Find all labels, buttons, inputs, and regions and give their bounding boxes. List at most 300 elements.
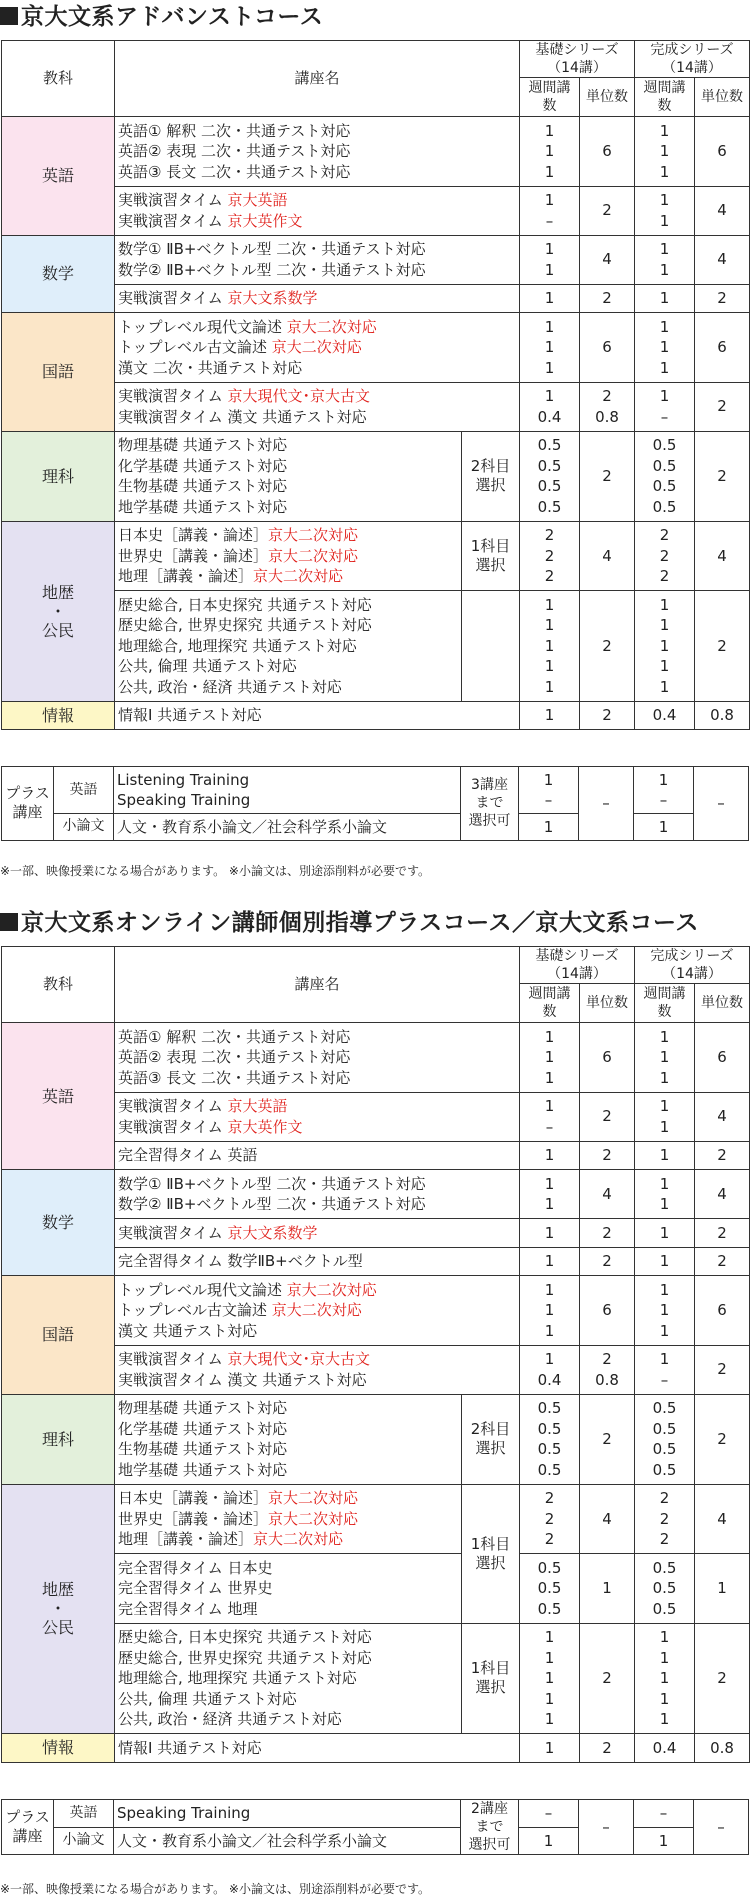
target-label: 京大文系数学 <box>227 289 318 307</box>
units-value: 2 <box>717 1429 727 1448</box>
basic-units <box>580 1484 635 1554</box>
course-line <box>118 317 516 338</box>
course-row <box>2 1247 750 1276</box>
weekly-value: 1 <box>544 317 555 336</box>
weekly-value: 1 <box>659 1252 670 1270</box>
target-label: 京大英作文 <box>227 1117 303 1136</box>
weekly-value: 1 <box>544 142 555 160</box>
basic-units <box>580 117 635 187</box>
units-value: 0.8 <box>710 1738 734 1757</box>
weekly-value: 2 <box>659 546 670 565</box>
course-row <box>2 1219 750 1248</box>
units-value: 6 <box>717 1048 727 1066</box>
weekly-value: 1 <box>544 595 555 614</box>
course-name: 物理基礎 共通テスト対応 <box>118 1399 288 1417</box>
course-name: 地理［講義・論述］ <box>118 1530 254 1548</box>
weekly-value: 1 <box>659 1117 670 1136</box>
weekly-value: 1 <box>544 358 555 377</box>
course-cell <box>115 1623 462 1734</box>
units-value: 2 <box>602 1223 612 1242</box>
units-value: 4 <box>602 546 612 565</box>
course-line <box>118 239 516 260</box>
final-weekly <box>635 521 695 591</box>
course-name: 英語③ 長文 二次・共通テスト対応 <box>118 1068 351 1087</box>
course-cell <box>114 1800 461 1828</box>
course-line <box>118 1488 458 1509</box>
course-row <box>2 186 750 235</box>
course-cell <box>115 1345 520 1394</box>
weekly-value: 1 <box>659 657 670 675</box>
basic-units <box>580 284 635 313</box>
final-weekly <box>634 1800 694 1828</box>
weekly-value: 2 <box>659 567 670 585</box>
weekly-value: 0.4 <box>537 407 562 426</box>
subject-cell: 英語 <box>2 117 115 236</box>
basic-weekly <box>520 1484 580 1554</box>
subject-cell: 英語 <box>2 1023 115 1170</box>
target-label: 京大現代文･京大古文 <box>227 1350 370 1368</box>
course-name: 歴史総合, 日本史探究 共通テスト対応 <box>118 595 372 614</box>
weekly-value: 1 <box>659 1628 670 1646</box>
weekly-value: 1 <box>659 1710 670 1728</box>
basic-units <box>580 1141 635 1170</box>
units-value: 4 <box>717 250 727 269</box>
course-line <box>118 1599 458 1620</box>
course-name: 生物基礎 共通テスト対応 <box>118 1440 288 1458</box>
course-line: Speaking Training <box>117 1804 251 1822</box>
basic-weekly <box>520 313 580 383</box>
plus-label: プラス 講座 <box>2 767 54 841</box>
units-value: 2 <box>602 289 612 307</box>
final-weekly <box>635 1623 695 1734</box>
weekly-value: 1 <box>659 260 670 279</box>
weekly-value: 1 <box>658 817 669 836</box>
final-units <box>695 701 750 730</box>
course-row <box>2 1734 750 1763</box>
subject-cell: 理科 <box>2 431 115 521</box>
course-row <box>2 382 750 431</box>
basic-units <box>580 235 635 284</box>
course-name: 完全習得タイム 地理 <box>118 1599 258 1618</box>
weekly-value: 1 <box>659 1280 670 1299</box>
course-name: 地理［講義・論述］ <box>118 567 254 585</box>
final-units <box>695 186 750 235</box>
target-label: 京大二次対応 <box>253 1530 344 1548</box>
subject-cell: 地歴 ・ 公民 <box>2 521 115 701</box>
basic-weekly <box>520 1170 580 1219</box>
weekly-value: 1 <box>659 240 670 258</box>
target-label: 京大英語 <box>227 1097 288 1115</box>
basic-weekly <box>520 1554 580 1624</box>
basic-units <box>580 591 635 702</box>
selection-cell: 3講座 まで 選択可 <box>461 767 519 841</box>
weekly-value: 1 <box>544 1350 555 1368</box>
final-units <box>695 1623 750 1734</box>
target-label: 京大現代文･京大古文 <box>227 387 370 405</box>
weekly-value: 1 <box>544 1174 555 1193</box>
target-label: 京大二次対応 <box>271 1301 362 1319</box>
units-value: 2 <box>717 1360 727 1379</box>
course-cell <box>114 814 461 841</box>
plus-course-table <box>1 1799 749 1855</box>
units-value: 1 <box>602 1579 612 1597</box>
course-cell <box>115 1141 520 1170</box>
target-label: 京大二次対応 <box>268 1489 359 1507</box>
weekly-value: 1 <box>544 1252 555 1270</box>
basic-weekly <box>520 235 580 284</box>
units-value: 4 <box>717 546 727 565</box>
weekly-value: 0.5 <box>537 1579 562 1597</box>
course-cell <box>115 1484 462 1554</box>
final-weekly <box>634 814 694 841</box>
course-name: 数学① ⅡB+ベクトル型 二次・共通テスト対応 <box>118 240 426 258</box>
weekly-value: 0.5 <box>652 1460 677 1479</box>
course-name: 英語③ 長文 二次・共通テスト対応 <box>118 162 351 181</box>
course-name: 歴史総合, 日本史探究 共通テスト対応 <box>118 1628 372 1646</box>
course-cell <box>115 186 520 235</box>
course-name: 完全習得タイム 英語 <box>118 1146 258 1164</box>
plus-course-table <box>1 766 749 841</box>
plus-subject: 小論文 <box>54 814 114 841</box>
course-line <box>118 1280 516 1301</box>
course-cell <box>115 313 520 383</box>
course-line <box>118 162 516 183</box>
selection-cell: 1科目 選択 <box>462 1623 520 1734</box>
selection-cell: 2科目 選択 <box>462 1394 520 1484</box>
target-label: 京大英作文 <box>227 211 303 230</box>
basic-units <box>580 1734 635 1763</box>
course-name: 漢文 共通テスト対応 <box>118 1321 258 1340</box>
units-value: 4 <box>602 1184 612 1203</box>
target-label: 京大二次対応 <box>268 546 359 565</box>
units-value: 6 <box>717 338 727 356</box>
selection-cell: 2講座 まで 選択可 <box>461 1800 519 1855</box>
course-line: 人文・教育系小論文／社会科学系小論文 <box>117 1831 388 1850</box>
basic-weekly <box>520 591 580 702</box>
basic-weekly <box>520 1276 580 1346</box>
target-label: 京大二次対応 <box>253 567 344 585</box>
weekly-value: 1 <box>659 636 670 655</box>
weekly-value: 0.5 <box>652 1399 677 1417</box>
course-name: 化学基礎 共通テスト対応 <box>118 1419 288 1438</box>
course-cell <box>114 767 461 814</box>
course-row <box>2 1554 750 1624</box>
weekly-value: 0.5 <box>537 1440 562 1458</box>
units-value: 2 <box>602 1429 612 1448</box>
weekly-value: 1 <box>544 289 555 307</box>
units-value: 2 <box>602 636 612 655</box>
course-line <box>118 595 458 616</box>
units-value: 0.8 <box>595 1370 619 1389</box>
weekly-value: – <box>660 407 669 426</box>
course-name: 地理総合, 地理探究 共通テスト対応 <box>118 1669 357 1687</box>
weekly-value: – <box>545 211 554 230</box>
weekly-value: 1 <box>659 317 670 336</box>
course-line: 人文・教育系小論文／社会科学系小論文 <box>117 817 388 836</box>
course-line <box>118 1648 458 1669</box>
course-line <box>118 1068 516 1089</box>
header-row <box>2 947 750 984</box>
weekly-value: 1 <box>659 358 670 377</box>
units-value: 2 <box>602 387 612 405</box>
course-cell <box>115 284 520 313</box>
basic-units <box>580 1219 635 1248</box>
header-final-series: 完成シリーズ（14講） <box>635 41 750 78</box>
weekly-value: 0.5 <box>652 1599 677 1618</box>
header-row <box>2 41 750 78</box>
course-line <box>118 1223 516 1244</box>
basic-units <box>580 431 635 521</box>
subject-cell: 国語 <box>2 1276 115 1395</box>
basic-units <box>580 382 635 431</box>
basic-weekly <box>520 701 580 730</box>
course-name: 実戦演習タイム <box>118 289 228 307</box>
subject-cell: 国語 <box>2 313 115 432</box>
course-name: 地学基礎 共通テスト対応 <box>118 497 288 516</box>
units-value: 6 <box>602 338 612 356</box>
final-weekly <box>635 235 695 284</box>
course-line <box>118 1370 516 1391</box>
weekly-value: 2 <box>659 526 670 544</box>
course-line <box>118 358 516 379</box>
header-course: 講座名 <box>115 947 520 1023</box>
course-name: 生物基礎 共通テスト対応 <box>118 477 288 495</box>
course-row <box>2 521 750 591</box>
course-line <box>118 677 458 698</box>
basic-units <box>580 1092 635 1141</box>
weekly-value: – <box>545 1117 554 1136</box>
course-line <box>118 636 458 657</box>
section-title: 京大文系オンライン講師個別指導プラスコース／京大文系コース <box>0 912 699 935</box>
final-units: – <box>694 1800 749 1855</box>
course-cell <box>115 382 520 431</box>
weekly-value: 2 <box>544 567 555 585</box>
final-weekly <box>635 1141 695 1170</box>
course-name: 漢文 二次・共通テスト対応 <box>118 358 303 377</box>
units-value: 2 <box>602 201 612 220</box>
units-value: 2 <box>717 1252 727 1270</box>
course-name: 英語① 解釈 二次・共通テスト対応 <box>118 1027 351 1046</box>
units-value: 6 <box>602 1301 612 1319</box>
weekly-value: 1 <box>659 338 670 356</box>
course-line <box>118 121 516 142</box>
weekly-value: 1 <box>543 1831 554 1850</box>
units-value: 2 <box>602 1252 612 1270</box>
course-line <box>118 656 458 677</box>
course-cell <box>114 1827 461 1855</box>
header-subject: 教科 <box>2 41 115 117</box>
course-name: 世界史［講義・論述］ <box>118 1509 269 1528</box>
final-units <box>695 284 750 313</box>
course-name: 実戦演習タイム <box>118 1223 228 1242</box>
weekly-value: 1 <box>659 1669 670 1687</box>
basic-weekly <box>520 1394 580 1484</box>
course-table <box>1 946 750 1763</box>
course-name: 数学① ⅡB+ベクトル型 二次・共通テスト対応 <box>118 1174 426 1193</box>
final-weekly <box>635 1023 695 1093</box>
course-line <box>118 1709 458 1730</box>
course-cell <box>115 1276 520 1346</box>
selection-cell: 1科目 選択 <box>462 521 520 591</box>
final-weekly <box>635 117 695 187</box>
units-value: 2 <box>602 1669 612 1687</box>
course-line <box>118 566 458 587</box>
final-units <box>695 1276 750 1346</box>
units-value: 2 <box>717 466 727 485</box>
course-line <box>118 435 458 456</box>
weekly-value: – <box>659 1804 668 1822</box>
weekly-value: 1 <box>659 1146 670 1164</box>
final-units <box>695 1170 750 1219</box>
basic-weekly <box>520 1023 580 1093</box>
course-name: 実戦演習タイム <box>118 1097 228 1115</box>
final-units <box>695 1734 750 1763</box>
course-line <box>118 211 516 232</box>
plus-subject: 英語 <box>54 767 114 814</box>
footnote: ※一部、映像授業になる場合があります。 ※小論文は、別途添削料が必要です。 <box>0 1882 431 1896</box>
target-label: 京大二次対応 <box>271 338 362 356</box>
weekly-value: 0.5 <box>652 436 677 454</box>
course-line <box>118 141 516 162</box>
course-line <box>118 1398 458 1419</box>
course-line <box>118 1578 458 1599</box>
weekly-value: 1 <box>544 1027 555 1046</box>
weekly-value: 1 <box>658 770 669 789</box>
course-cell <box>115 1394 462 1484</box>
weekly-value: 1 <box>659 387 670 405</box>
weekly-value: 0.4 <box>652 706 677 724</box>
course-cell <box>115 1219 520 1248</box>
weekly-value: 1 <box>659 616 670 634</box>
units-value: 0.8 <box>710 706 734 724</box>
weekly-value: – <box>544 1804 553 1822</box>
basic-weekly <box>519 767 579 814</box>
course-cell <box>115 1554 462 1624</box>
basic-weekly <box>519 814 579 841</box>
weekly-value: 1 <box>659 1195 670 1213</box>
header-units: 単位数 <box>580 984 635 1023</box>
course-row <box>2 1141 750 1170</box>
course-name: 地学基礎 共通テスト対応 <box>118 1460 288 1479</box>
weekly-value: 0.5 <box>537 497 562 516</box>
course-name: 英語② 表現 二次・共通テスト対応 <box>118 1048 351 1066</box>
basic-units <box>580 1623 635 1734</box>
weekly-value: – <box>659 791 668 809</box>
course-row <box>2 284 750 313</box>
final-weekly <box>634 767 694 814</box>
units-value: 2 <box>602 1738 612 1757</box>
course-name: 数学② ⅡB+ベクトル型 二次・共通テスト対応 <box>118 1195 426 1213</box>
weekly-value: 1 <box>543 770 554 789</box>
final-units <box>695 521 750 591</box>
course-line <box>118 407 516 428</box>
course-name: 地理総合, 地理探究 共通テスト対応 <box>118 636 357 655</box>
units-value: 2 <box>717 1146 727 1164</box>
final-units <box>695 1247 750 1276</box>
weekly-value: 0.5 <box>652 477 677 495</box>
basic-weekly <box>520 117 580 187</box>
course-line: Listening Training <box>117 770 250 789</box>
course-table <box>1 40 750 730</box>
weekly-value: 1 <box>544 260 555 279</box>
course-cell <box>115 521 462 591</box>
basic-weekly <box>520 1623 580 1734</box>
course-line <box>118 260 516 281</box>
course-line <box>118 1174 516 1195</box>
subject-cell: 地歴 ・ 公民 <box>2 1484 115 1734</box>
units-value: 6 <box>602 142 612 160</box>
target-label: 京大英語 <box>227 191 288 209</box>
header-weekly: 週間講数 <box>520 984 580 1023</box>
basic-weekly <box>520 1247 580 1276</box>
subject-cell: 数学 <box>2 235 115 313</box>
basic-weekly <box>519 1800 579 1828</box>
units-value: 6 <box>717 1301 727 1319</box>
course-name: 実戦演習タイム <box>118 387 228 405</box>
course-name: 英語① 解釈 二次・共通テスト対応 <box>118 121 351 140</box>
basic-units <box>580 186 635 235</box>
course-line <box>118 525 458 546</box>
weekly-value: 0.5 <box>537 1460 562 1479</box>
course-name: トップレベル古文論述 <box>118 338 272 356</box>
units-value: 4 <box>602 250 612 269</box>
weekly-value: 0.4 <box>652 1738 677 1757</box>
course-line <box>118 1194 516 1215</box>
weekly-value: 1 <box>659 1321 670 1340</box>
course-line <box>118 1460 458 1481</box>
course-name: 実戦演習タイム <box>118 1117 228 1136</box>
weekly-value: 1 <box>544 1301 555 1319</box>
final-weekly <box>635 701 695 730</box>
subject-cell: 理科 <box>2 1394 115 1484</box>
header-weekly: 週間講数 <box>520 78 580 117</box>
course-row <box>2 701 750 730</box>
basic-units <box>580 1170 635 1219</box>
course-cell <box>115 431 462 521</box>
course-line <box>118 386 516 407</box>
weekly-value: 1 <box>544 706 555 724</box>
weekly-value: 2 <box>544 526 555 544</box>
weekly-value: 1 <box>544 657 555 675</box>
units-value: 0.8 <box>595 407 619 426</box>
course-cell <box>115 1023 520 1093</box>
final-weekly <box>635 284 695 313</box>
plus-row <box>2 1827 749 1855</box>
plus-row <box>2 814 749 841</box>
weekly-value: 0.5 <box>652 1419 677 1438</box>
weekly-value: 1 <box>544 1223 555 1242</box>
header-units: 単位数 <box>580 78 635 117</box>
units-value: 4 <box>717 1107 727 1126</box>
weekly-value: 2 <box>544 1530 555 1548</box>
weekly-value: 0.5 <box>652 456 677 475</box>
weekly-value: 1 <box>544 1097 555 1115</box>
course-row <box>2 235 750 284</box>
course-name: 実戦演習タイム 漢文 共通テスト対応 <box>118 1370 367 1389</box>
course-name: トップレベル現代文論述 <box>118 1280 287 1299</box>
target-label: 京大二次対応 <box>268 1509 359 1528</box>
course-line <box>118 456 458 477</box>
weekly-value: 1 <box>659 121 670 140</box>
course-cell <box>115 1247 520 1276</box>
course-name: 公共, 倫理 共通テスト対応 <box>118 1689 297 1708</box>
basic-weekly <box>520 186 580 235</box>
course-name: トップレベル現代文論述 <box>118 317 287 336</box>
weekly-value: 1 <box>544 1628 555 1646</box>
final-units <box>695 431 750 521</box>
header-weekly: 週間講数 <box>635 78 695 117</box>
units-value: 2 <box>602 1107 612 1126</box>
